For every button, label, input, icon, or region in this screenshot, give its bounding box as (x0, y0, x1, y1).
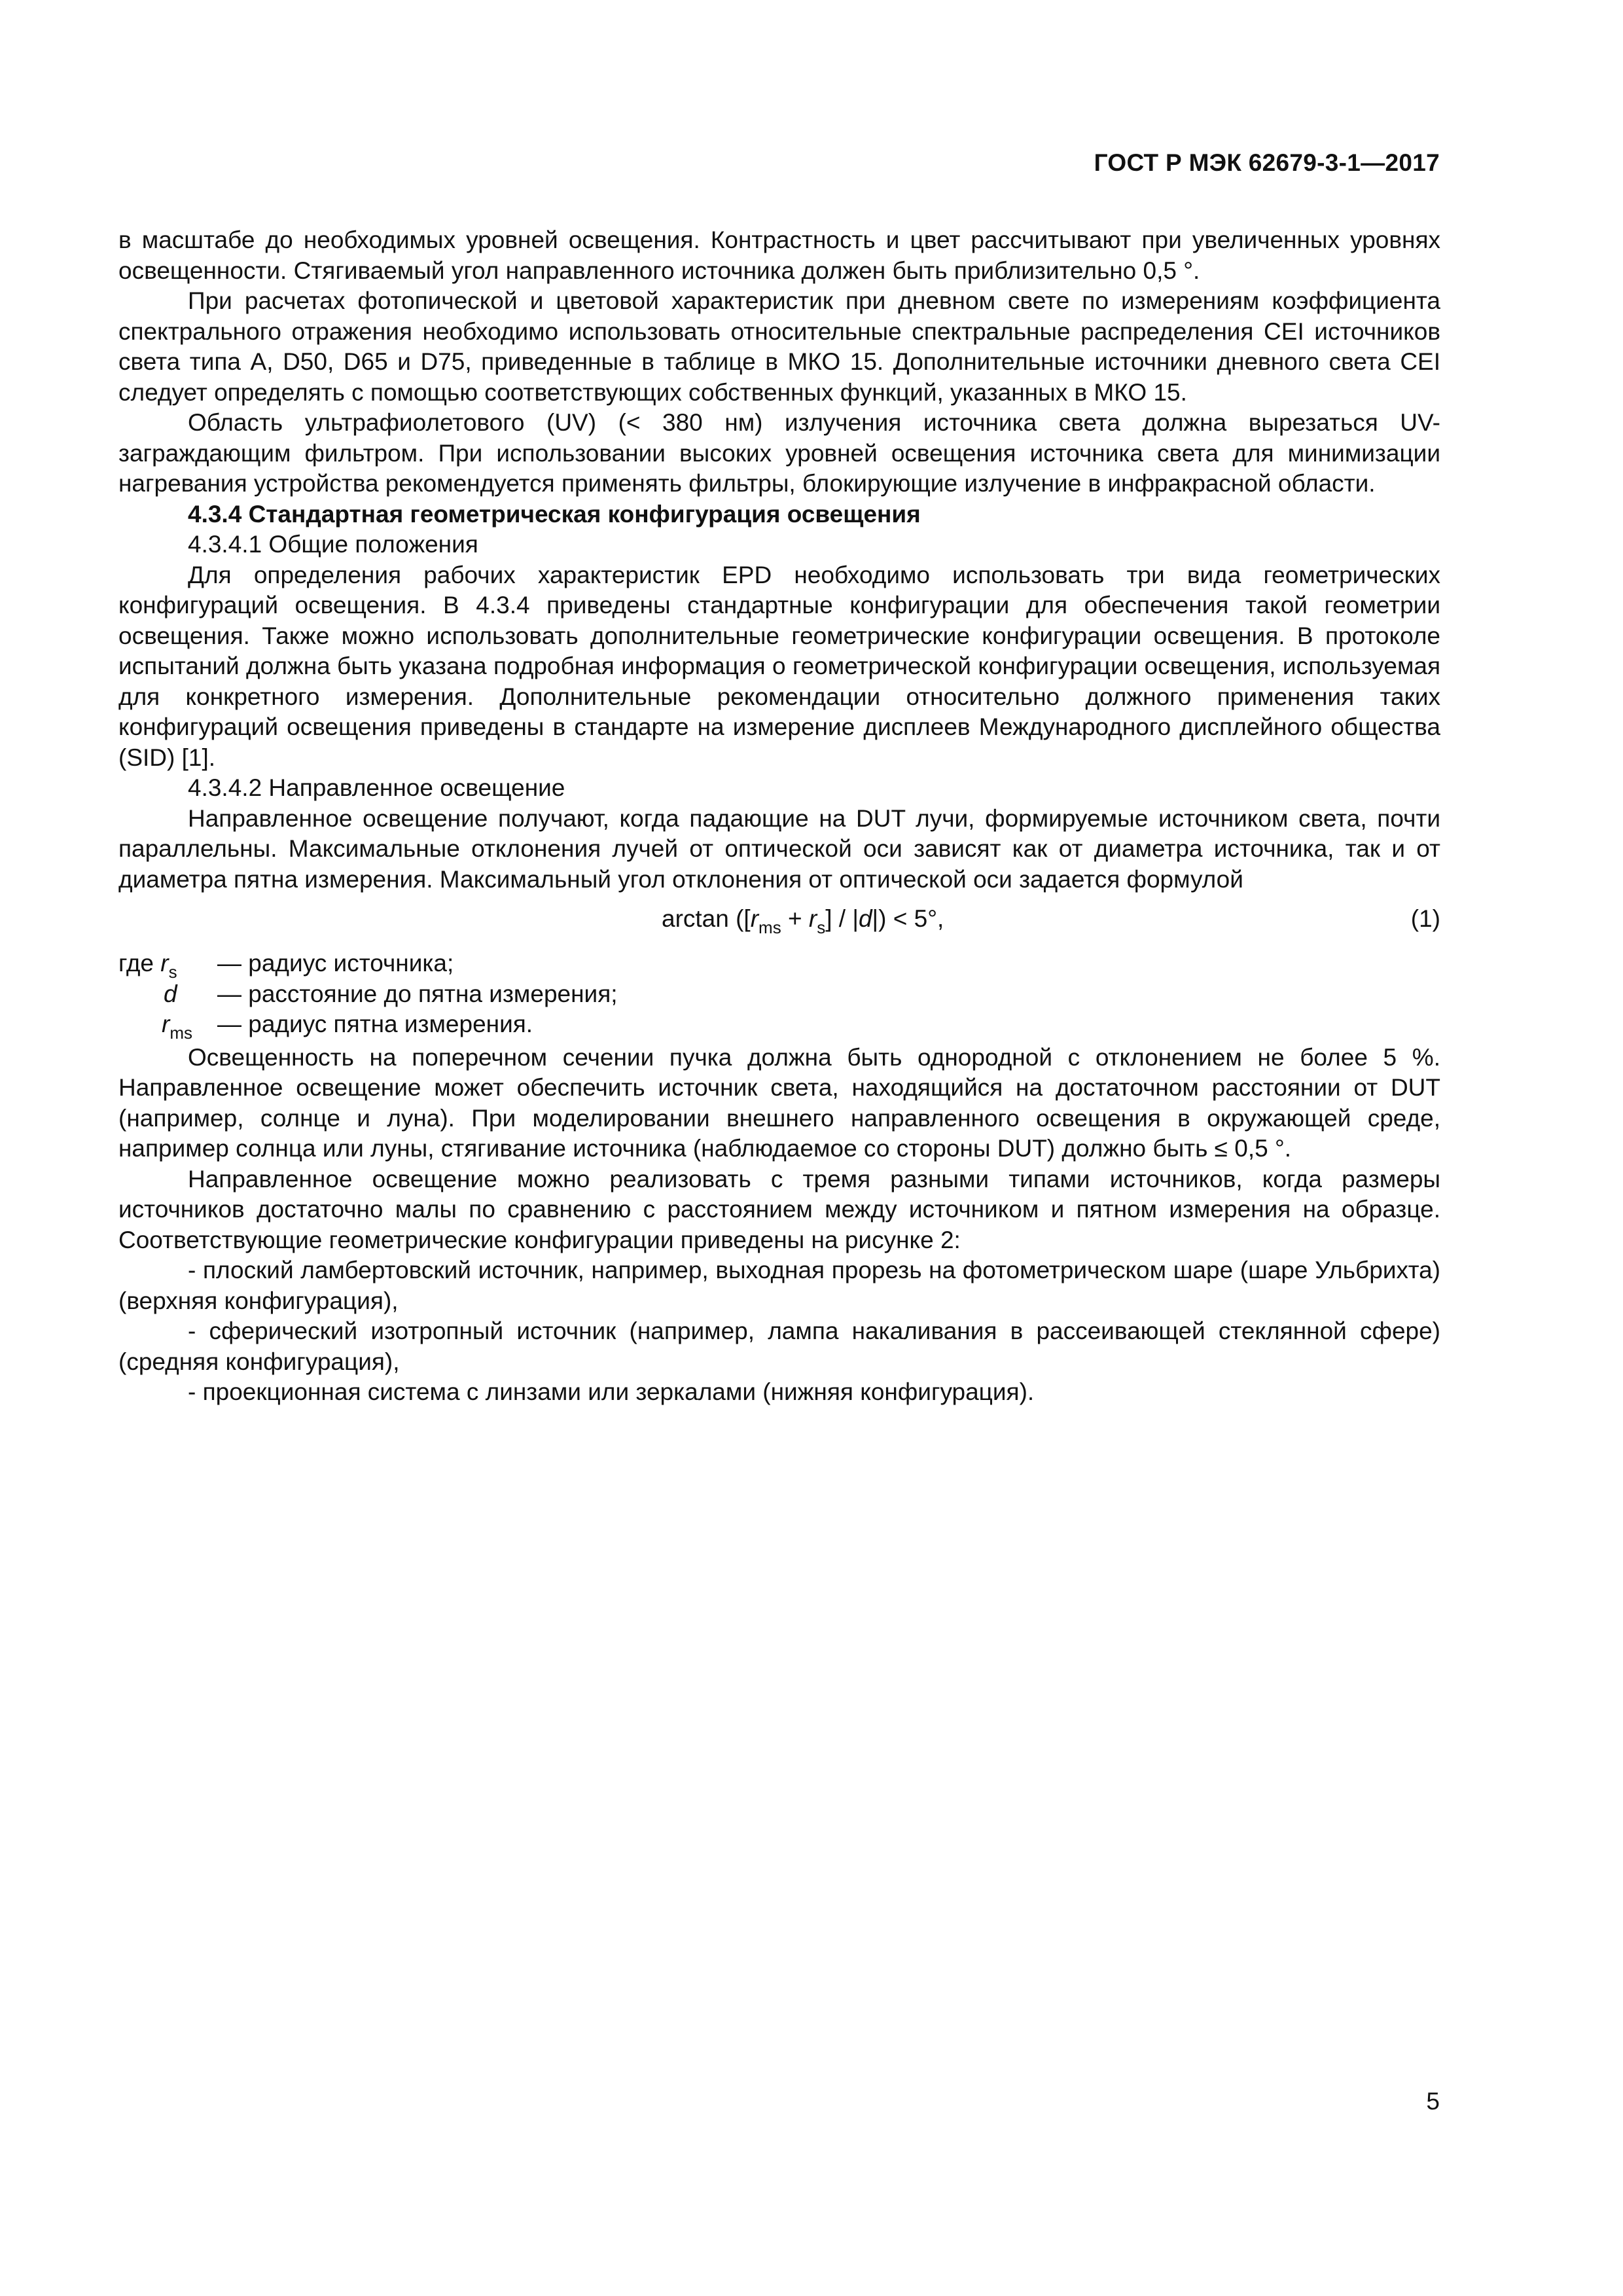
paragraph-uniformity: Освещенность на поперечном сечении пучка должна быть однородной с отклонением не более 5 %. Направленное освещение может обеспечить источник света, находящийся на достаточном расстоянии от DUT (например, солнце и луна). При моделировании внешнего направленного освещения в окружающей среде, например солнца или луны, стягивание источника (наблюдаемое со стороны DUT) должно быть ≤ 0,5 °. (118, 1043, 1440, 1162)
subsection-heading-4-3-4-2: 4.3.4.2 Направленное освещение (188, 774, 565, 801)
document-header: ГОСТ Р МЭК 62679-3-1—2017 (1094, 149, 1440, 176)
list-item: - сферический изотропный источник (например, лампа накаливания в рассеивающей стеклянной сфере) (средняя конфигурация), (118, 1318, 1440, 1375)
paragraph-source-types: Направленное освещение можно реализовать с тремя разными типами источников, когда размеры источников достаточно малы по сравнению с расстоянием между источником и пятном измерения на образце. Соответствующие геометрические конфигурации приведены на рисунке 2: (118, 1165, 1440, 1253)
where-symbol-d: d (164, 980, 177, 1007)
formula-number: (1) (1410, 905, 1440, 932)
where-symbol-rs: где $r_s$ (118, 950, 177, 982)
where-desc-d: — расстояние до пятна измерения; (217, 980, 618, 1007)
where-symbol-rms: $r_{ms}$ (162, 1011, 192, 1043)
list-item: - проекционная система с линзами или зеркалами (нижняя конфигурация). (188, 1378, 1035, 1405)
list-item: - плоский ламбертовский источник, например, выходная прорезь на фотометрическом шаре (шаре Ульбрихта) (верхняя конфигурация), (118, 1257, 1440, 1314)
where-item-d (118, 979, 1440, 1010)
paragraph-directed-light: Направленное освещение получают, когда падающие на DUT лучи, формируемые источником света, почти параллельны. Максимальные отклонения лучей от оптической оси зависят как от диаметра источника, так и от диаметра пятна измерения. Максимальный угол отклонения от оптической оси задается формулой (118, 804, 1440, 893)
where-desc-rs: — радиус источника; (217, 950, 454, 977)
where-desc-rms: — радиус пятна измерения. (217, 1011, 533, 1037)
where-item-rms (118, 1009, 1440, 1043)
paragraph-continued: в масштабе до необходимых уровней освещения. Контрастность и цвет рассчитывают при увеличенных уровнях освещенности. Стягиваемый угол направленного источника должен быть приблизительно 0,5 °. (118, 226, 1440, 284)
formula: $\arctan ([r_{ms} + r_s] / |d|) < 5^\circ$, (662, 905, 944, 937)
page-number: 5 (1426, 2088, 1440, 2115)
paragraph-uv-filter: Область ультрафиолетового (UV) (< 380 нм) излучения источника света должна вырезаться UV-заграждающим фильтром. При использовании высоких уровней освещения источника света для минимизации нагревания устройства рекомендуется применять фильтры, блокирующие излучение в инфракрасной области. (118, 409, 1440, 497)
where-item-rs (118, 948, 1440, 982)
formula-block (118, 904, 1440, 944)
subsection-heading-4-3-4-1: 4.3.4.1 Общие положения (188, 531, 478, 558)
paragraph-geometry: Для определения рабочих характеристик EPD необходимо использовать три вида геометрических конфигураций освещения. В 4.3.4 приведены стандартные конфигурации для обеспечения такой геометрии освещения. Также можно использовать дополнительные геометрические конфигурации освещения. В протоколе испытаний должна быть указана подробная информация о геометрической конфигурации освещения, используемая для конкретного измерения. Дополнительные рекомендации относительно должного применения таких конфигураций освещения приведены в стандарте на измерение дисплеев Международного дисплейного общества (SID) [1]. (118, 561, 1440, 771)
document-body (118, 225, 1440, 1408)
section-heading-4-3-4: 4.3.4 Стандартная геометрическая конфигурация освещения (188, 500, 921, 528)
paragraph-spectral: При расчетах фотопической и цветовой характеристик при дневном свете по измерениям коэффициента спектрального отражения необходимо использовать относительные спектральные распределения CEI источников света типа A, D50, D65 и D75, приведенные в таблице в МКО 15. Дополнительные источники дневного света CEI следует определять с помощью соответствующих собственных функций, указанных в МКО 15. (118, 287, 1440, 406)
